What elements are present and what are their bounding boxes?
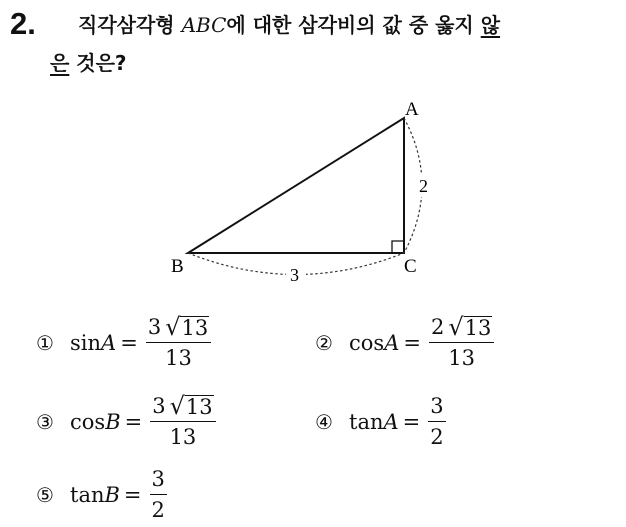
square-root: √ 13 bbox=[165, 313, 209, 341]
right-angle-mark bbox=[392, 241, 404, 253]
trig-function: tan bbox=[70, 482, 105, 507]
fraction-denominator: 13 bbox=[165, 346, 192, 370]
equals-sign: = bbox=[402, 409, 421, 434]
choice-marker: ① bbox=[36, 330, 54, 355]
fraction-denominator: 13 bbox=[448, 346, 476, 370]
angle-variable: B bbox=[104, 482, 120, 507]
equals-sign: = bbox=[123, 482, 142, 507]
choice-5[interactable] bbox=[36, 466, 167, 523]
angle-variable: A bbox=[101, 330, 117, 355]
trig-function: cos bbox=[349, 330, 385, 355]
fraction-numerator bbox=[429, 314, 494, 343]
side-label-bc: 3 bbox=[290, 265, 299, 285]
question-underlined-1: 않 bbox=[480, 13, 501, 37]
question-text-mid: 에 대한 삼각비의 값 중 옳지 bbox=[226, 13, 481, 37]
fraction bbox=[429, 314, 494, 371]
question-number: 2. bbox=[10, 6, 36, 41]
equals-sign: = bbox=[124, 409, 143, 434]
trig-function: tan bbox=[349, 409, 384, 434]
coefficient: 3 bbox=[152, 394, 166, 418]
square-root: √ 13 bbox=[169, 392, 213, 420]
angle-variable: A bbox=[383, 409, 399, 434]
radicand: 13 bbox=[464, 316, 492, 340]
square-root: √ 13 bbox=[448, 313, 492, 341]
equals-sign: = bbox=[403, 330, 421, 355]
coefficient: 3 bbox=[147, 315, 162, 339]
side-label-ac: 2 bbox=[419, 176, 428, 196]
vertex-label-b: B bbox=[171, 256, 184, 277]
fraction-denominator: 13 bbox=[169, 425, 197, 449]
trig-function: cos bbox=[70, 409, 106, 434]
vertex-label-c: C bbox=[404, 256, 417, 277]
fraction bbox=[146, 314, 211, 371]
fraction-numerator: 3 bbox=[150, 466, 167, 495]
fraction-numerator bbox=[150, 393, 215, 422]
choice-1[interactable] bbox=[36, 314, 211, 371]
question-text-pre: 직각삼각형 bbox=[78, 13, 182, 37]
radicand: 13 bbox=[181, 316, 209, 340]
angle-variable: B bbox=[105, 409, 121, 434]
choice-2[interactable] bbox=[315, 314, 494, 371]
choice-3[interactable] bbox=[36, 393, 216, 450]
equals-sign: = bbox=[120, 330, 138, 355]
question-text-post: 것은? bbox=[69, 51, 127, 75]
fraction bbox=[150, 393, 215, 450]
angle-variable: A bbox=[384, 330, 400, 355]
fraction bbox=[428, 393, 445, 450]
choice-4[interactable] bbox=[315, 393, 446, 450]
vertex-label-a: A bbox=[405, 99, 419, 120]
choice-marker: ⑤ bbox=[36, 482, 54, 507]
coefficient: 2 bbox=[430, 315, 445, 339]
choice-marker: ② bbox=[315, 330, 333, 355]
fraction bbox=[150, 466, 167, 523]
fraction-denominator: 2 bbox=[430, 425, 444, 449]
fraction-numerator bbox=[146, 314, 211, 343]
trig-function: sin bbox=[70, 330, 102, 355]
triangle-name: ABC bbox=[181, 13, 227, 37]
fraction-numerator: 3 bbox=[428, 393, 445, 422]
question-underlined-2: 은 bbox=[50, 51, 70, 75]
triangle-abc bbox=[188, 118, 404, 253]
fraction-denominator: 2 bbox=[151, 498, 165, 522]
radicand: 13 bbox=[185, 395, 213, 419]
choice-marker: ③ bbox=[36, 409, 54, 434]
choice-marker: ④ bbox=[315, 409, 333, 434]
